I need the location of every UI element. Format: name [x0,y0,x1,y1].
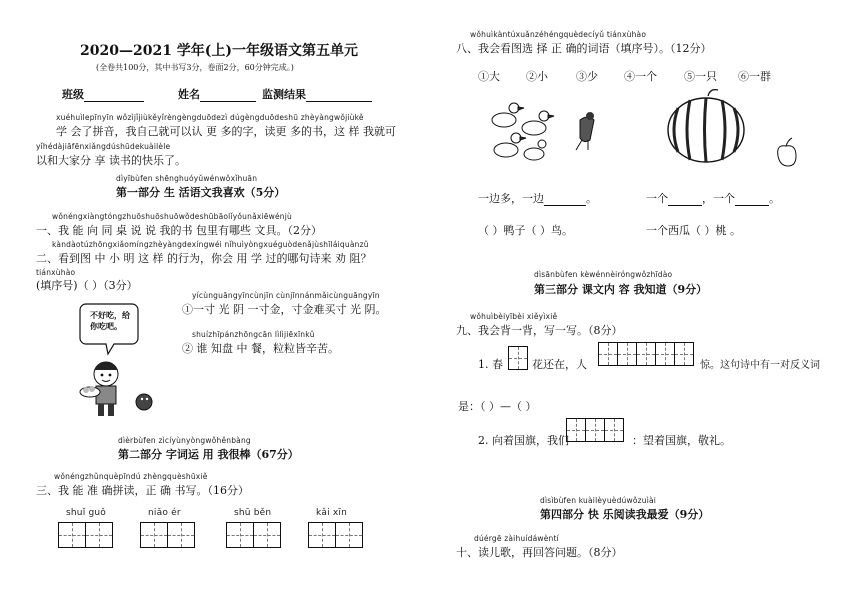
q2-option1-pinyin: yícùnguāngyīncùnjīn cùnjīnnánmǎicùnguāngyīn [192,291,380,300]
writing-cell[interactable] [309,523,335,547]
q9-s1-prefix: 1. 春 [478,358,503,371]
q8-line1-text-c: 一个 [646,192,668,205]
info-name-label: 姓名 [178,88,200,101]
part2-pinyin: dìèrbùfen zìcíyùnyòngwǒhěnbàng [118,436,251,445]
part1-pinyin: dìyībùfen shēnghuóyǔwénwǒxǐhuān [116,174,258,183]
q8-line2-right: 一个西瓜（ ）桃 。 [646,224,741,237]
q8-pinyin: wǒhuìkàntúxuǎnzéhéngquèdecíyǔ tiánxùhào [470,30,647,39]
q2-text: 二、看到图 中 小 明 这 样 的行为，你会 用 学 过的哪句诗来 劝 阻？ [36,252,372,265]
exam-title: 2020—2021 学年(上)一年级语文第五单元 [80,43,359,59]
writing-cell[interactable] [599,343,617,365]
writing-cell[interactable] [585,419,604,441]
q8-option-2: ②小 [526,70,548,83]
intro-line-2: 以和大家分 享 读书的快乐了。 [36,154,186,167]
writing-cell[interactable] [85,523,112,547]
q3-word-3-pinyin: shū běn [234,508,272,518]
q2-option2-pinyin: shuízhīpánzhōngcān lìlìjiēxīnkǔ [192,330,315,339]
ducks-and-bird-picture [484,94,624,168]
writing-cell[interactable] [253,523,280,547]
info-class-label: 班级 [62,88,84,101]
q3-writing-grid-4[interactable] [308,522,363,548]
q9-text: 九、我会背一背，写一写。（8分） [456,324,623,337]
class-blank[interactable] [84,88,144,102]
writing-cell[interactable] [636,343,655,365]
q9-s2-suffix: ：望着国旗，敬礼。 [632,434,731,447]
intro-pinyin-2: yǐhédàjiāfēnxiǎngdúshūdekuàilèle [36,142,171,151]
writing-cell[interactable] [141,523,167,547]
q8-line1-text-d: ，一个 [702,192,735,205]
q8-option-5: ⑤一只 [684,70,717,83]
part4-title: 第四部分 快 乐阅读我最爱（9分） [540,508,710,521]
writing-cell[interactable] [617,343,636,365]
q2-option1: ①一寸 光 阴 一寸金，寸金难买寸 光 阴。 [182,303,387,316]
q8-option-1: ①大 [478,70,500,83]
q9-s2-prefix: 2. 向着国旗，我们 [478,434,569,447]
q3-writing-grid-1[interactable] [58,522,113,548]
info-result-label: 监测结果 [262,88,306,101]
q8-line1-text-e: 。 [769,192,780,205]
writing-cell[interactable] [674,343,693,365]
part3-pinyin: dìsānbùfen kèwénnèiróngwǒzhīdào [534,270,673,279]
q2-pinyin: kàndàotúzhōngxiǎomíngzhèyàngdexíngwéi nǐhuìyòngxuéguòdenǎjùshīláiquànzǔ [52,240,369,249]
writing-cell[interactable] [509,347,527,369]
q9-s1-antonyms: 是：（ ）—（ ） [458,400,537,413]
writing-cell[interactable] [227,523,253,547]
info-name [178,86,256,102]
q8-option-6: ⑥一群 [738,70,771,83]
q9-grid-3[interactable] [566,418,624,442]
exam-subtitle: (全卷共100分，其中书写3分，卷面2分，60分钟完成。) [96,63,294,72]
writing-cell[interactable] [59,523,85,547]
info-result [262,86,372,102]
q9-grid-2[interactable] [598,342,694,366]
q3-pinyin: wǒnéngzhǔnquèpīndú zhèngquèshūxiě [54,472,208,481]
q1-pinyin: wǒnéngxiàngtóngzhuōshuōshuōwǒdeshūbāolǐyǒunǎxiēwénjù [52,212,292,221]
q8-line1-text-b: 。 [586,192,597,205]
q9-grid-1[interactable] [508,346,528,370]
name-blank[interactable] [200,88,256,102]
q2-pinyin-2: tiánxùhào [36,268,76,277]
q3-text: 三、我 能 准 确拼读，正 确 书写。（16分） [36,484,249,497]
q8-option-4: ④一个 [624,70,657,83]
q3-writing-grid-3[interactable] [226,522,281,548]
q3-word-2-pinyin: niǎo ér [148,508,181,518]
q9-s1-suffix: 惊。这句诗中有一对反义词 [700,360,820,371]
q10-text: 十、读儿歌，再回答问题。（8分） [456,546,623,559]
q3-writing-grid-2[interactable] [140,522,195,548]
speech-bubble-text: 不好吃，给你吃吧。 [90,310,130,331]
writing-cell[interactable] [604,419,623,441]
q9-s1-middle: 花还在，人 [532,358,587,371]
intro-line-1: 学 会了拼音，我自己就可以认 更 多的字，读更 多的书，这 样 我就可 [56,125,396,138]
info-class [62,86,144,102]
q3-word-1-pinyin: shuǐ guǒ [66,508,106,518]
result-blank[interactable] [306,88,372,102]
part3-title: 第三部分 课文内 容 我知道（9分） [534,283,708,296]
q8-line1-left [478,190,597,206]
q8-option-3: ③少 [576,70,598,83]
writing-cell[interactable] [567,419,585,441]
q8-line1-text-a: 一边多，一边 [478,192,544,205]
q8-line1-right [646,190,780,206]
writing-cell[interactable] [655,343,674,365]
q8-blank-2[interactable] [668,192,702,206]
q10-pinyin: dúérgē zàihuídáwèntí [474,534,559,543]
q8-line2-left: （ ）鸭子（ ）鸟。 [478,224,573,237]
writing-cell[interactable] [167,523,194,547]
q2-text-2: (填序号)（ ）（3分） [36,279,138,292]
part1-title: 第一部分 生 活语文我喜欢（5分） [116,186,286,199]
writing-cell[interactable] [335,523,362,547]
part4-pinyin: dìsìbùfen kuàilèyuèdúwǒzuìài [540,496,657,505]
q1-text: 一、我 能 向 同 桌 说 说 我的书 包里有哪些 文具。（2分） [36,224,322,237]
q3-word-4-pinyin: kǎi xīn [316,508,348,518]
q8-text: 八、我会看图选 择 正 确的词语（填序号）。（12分） [456,42,712,55]
q9-pinyin: wǒhuìbèiyībèi xiěyìxiě [470,312,558,321]
intro-pinyin-1: xuéhuìlepīnyīn wǒzìjǐjiùkěyǐrèngèngduōdezì dúgèngduōdeshū zhèyàngwǒjiùkě [56,113,364,122]
watermelon-and-peach-picture [660,86,820,176]
q8-blank-3[interactable] [735,192,769,206]
part2-title: 第二部分 字词运 用 我很棒（67分） [118,448,299,461]
q8-blank-1[interactable] [544,192,586,206]
q2-option2: ② 谁 知盘 中 餐，粒粒皆辛苦。 [182,342,339,355]
